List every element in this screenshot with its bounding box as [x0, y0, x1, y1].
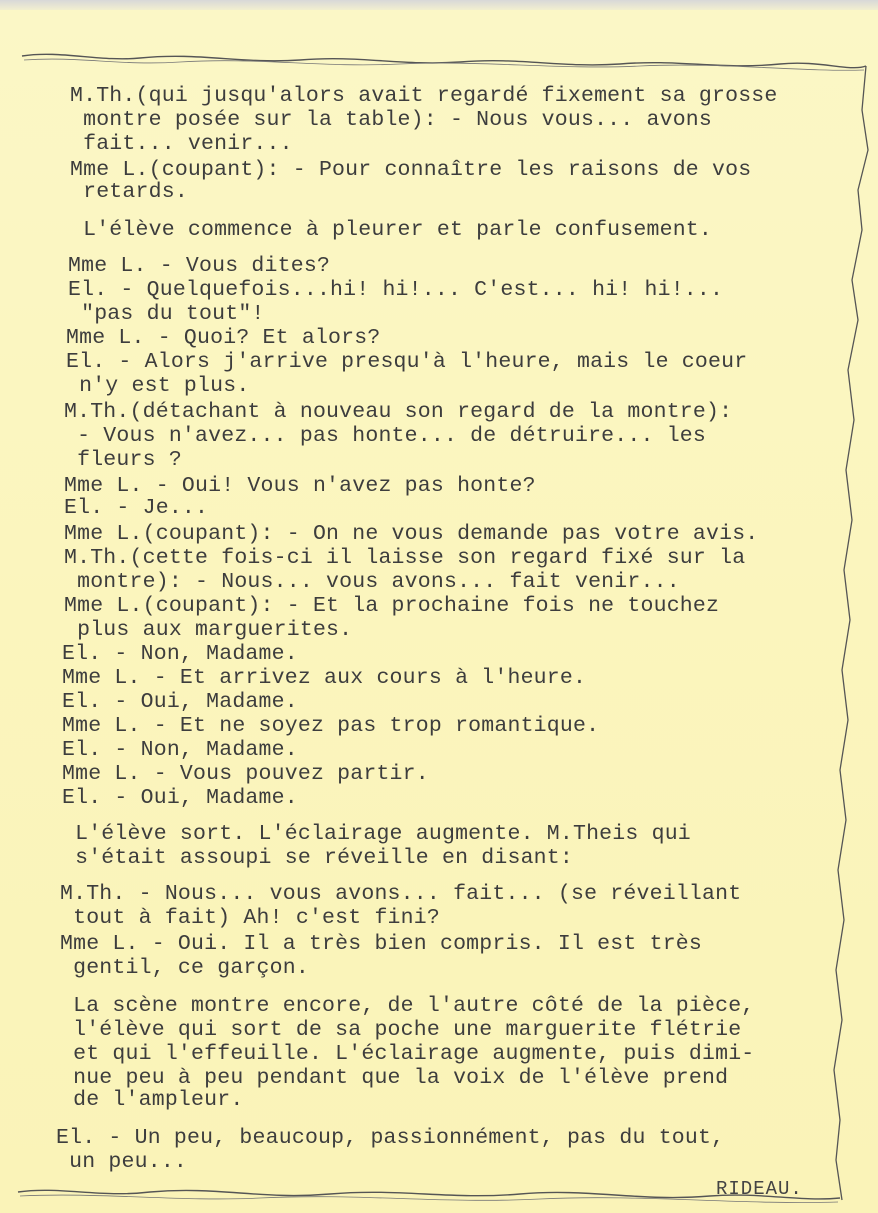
text-line: M.Th.(détachant à nouveau son regard de la montre):	[64, 400, 733, 424]
text-line: M.Th.(cette fois-ci il laisse son regard fixé sur la	[64, 546, 746, 570]
text-line: Mme L. - Quoi? Et alors?	[66, 326, 381, 350]
scan-edge	[0, 0, 878, 10]
text-line: El. - Je...	[64, 496, 209, 520]
text-line: fait... venir...	[70, 132, 293, 156]
stage-direction: L'élève commence à pleurer et parle confusement.	[70, 218, 713, 242]
stage-direction: et qui l'effeuille. L'éclairage augmente, puis dimi-	[60, 1042, 755, 1066]
text-line: fleurs ?	[64, 448, 182, 472]
stage-direction: L'élève sort. L'éclairage augmente. M.Theis qui	[62, 822, 691, 846]
text-line: retards.	[70, 180, 188, 204]
text-line: gentil, ce garçon.	[60, 956, 309, 980]
text-line: Mme L. - Oui. Il a très bien compris. Il est très	[60, 932, 703, 956]
text-line: plus aux marguerites.	[64, 618, 353, 642]
text-line: un peu...	[56, 1150, 188, 1174]
text-line: Mme L.(coupant): - On ne vous demande pas votre avis.	[64, 522, 759, 546]
text-line: Mme L. - Vous dites?	[68, 254, 331, 278]
text-line: tout à fait) Ah! c'est fini?	[60, 906, 440, 930]
text-line: El. - Oui, Madame.	[62, 786, 298, 810]
text-line: "pas du tout"!	[68, 302, 265, 326]
text-line: Mme L. - Et arrivez aux cours à l'heure.	[62, 666, 587, 690]
curtain-footer: RIDEAU.	[716, 1178, 803, 1200]
text-line: El. - Quelquefois...hi! hi!... C'est... hi! hi!...	[68, 278, 724, 302]
text-line: El. - Non, Madame.	[62, 738, 298, 762]
text-line: montre): - Nous... vous avons... fait venir...	[64, 570, 680, 594]
text-line: El. - Alors j'arrive presqu'à l'heure, mais le coeur	[66, 350, 748, 374]
stage-direction: de l'ampleur.	[60, 1088, 244, 1112]
text-line: Mme L.(coupant): - Pour connaître les raisons de vos	[70, 158, 752, 182]
text-line: Mme L.(coupant): - Et la prochaine fois ne touchez	[64, 594, 720, 618]
text-line: El. - Non, Madame.	[62, 642, 298, 666]
text-line: El. - Un peu, beaucoup, passionnément, pas du tout,	[56, 1126, 725, 1150]
text-line: n'y est plus.	[66, 374, 250, 398]
stage-direction: La scène montre encore, de l'autre côté de la pièce,	[60, 994, 755, 1018]
text-line: - Vous n'avez... pas honte... de détruire... les	[64, 424, 707, 448]
text-line: El. - Oui, Madame.	[62, 690, 298, 714]
stage-direction: s'était assoupi se réveille en disant:	[62, 846, 573, 870]
text-line: Mme L. - Vous pouvez partir.	[62, 762, 429, 786]
text-line: Mme L. - Et ne soyez pas trop romantique.	[62, 714, 600, 738]
text-line: montre posée sur la table): - Nous vous... avons	[70, 108, 713, 132]
stage-direction: l'élève qui sort de sa poche une marguerite flétrie	[60, 1018, 742, 1042]
text-line: Mme L. - Oui! Vous n'avez pas honte?	[64, 474, 536, 498]
text-line: M.Th.(qui jusqu'alors avait regardé fixement sa grosse	[70, 84, 778, 108]
stage-direction: nue peu à peu pendant que la voix de l'élève prend	[60, 1066, 729, 1090]
text-line: M.Th. - Nous... vous avons... fait... (se réveillant	[60, 882, 742, 906]
